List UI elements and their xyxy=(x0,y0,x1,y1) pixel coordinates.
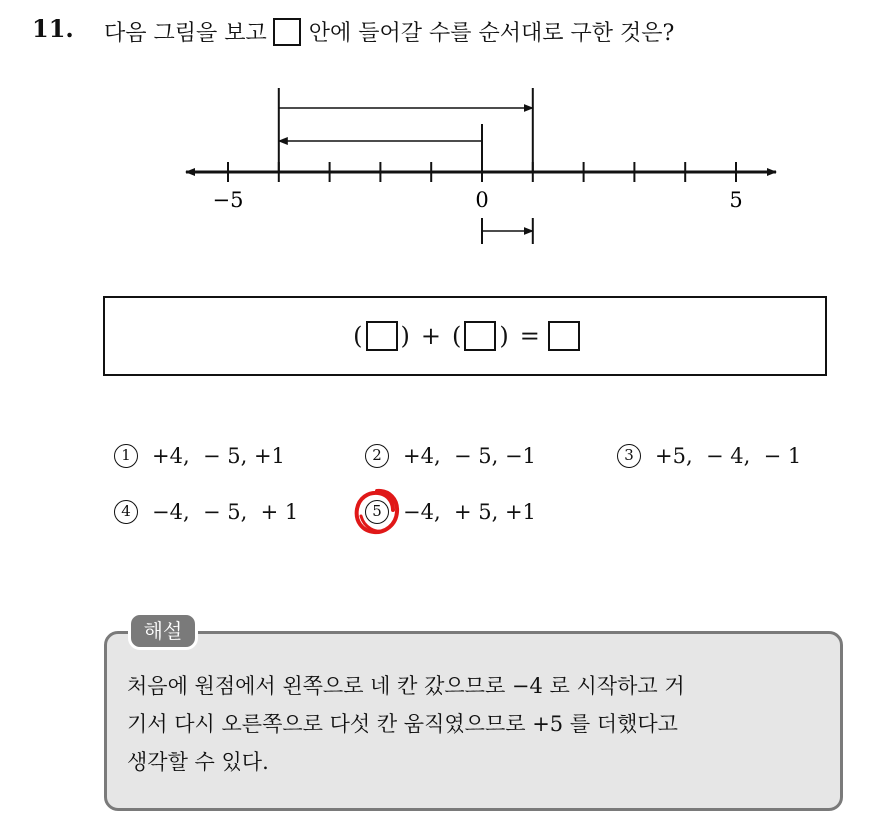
explanation-line-2: 기서 다시 오른쪽으로 다섯 칸 움직였으므로 +5 를 더했다고 xyxy=(127,712,678,736)
option-3-mark: 3 xyxy=(617,444,641,468)
option-3-text: +5, − 4, − 1 xyxy=(655,444,802,468)
option-2[interactable] xyxy=(365,444,536,468)
explanation-line-1: 처음에 원점에서 왼쪽으로 네 칸 갔으므로 −4 로 시작하고 거 xyxy=(127,674,685,698)
option-5-mark: 5 xyxy=(365,500,389,524)
number-line-label: 5 xyxy=(729,188,743,212)
option-3[interactable] xyxy=(617,444,801,468)
question-text-end: 안에 들어갈 수를 순서대로 구한 것은? xyxy=(308,21,675,46)
number-line-labels xyxy=(213,188,743,212)
option-1-text: +4, − 5, +1 xyxy=(152,444,285,468)
number-line-figure xyxy=(0,0,884,260)
option-5-text: −4, + 5, +1 xyxy=(403,500,536,524)
equation-close-paren-2: ) xyxy=(499,322,509,350)
answer-circle-icon xyxy=(351,486,403,538)
number-line-label: 0 xyxy=(475,188,489,212)
blank-box-3 xyxy=(548,321,580,351)
equation-open-paren-2: ( xyxy=(452,322,462,350)
equation-plus: + xyxy=(420,322,441,350)
question-number: 11. xyxy=(32,14,74,43)
question-text-start: 다음 그림을 보고 xyxy=(104,21,267,46)
number-line-label: −5 xyxy=(212,188,244,212)
equation-open-paren-1: ( xyxy=(353,322,363,350)
number-line-arrows xyxy=(279,88,533,244)
option-2-text: +4, − 5, −1 xyxy=(403,444,536,468)
option-1[interactable] xyxy=(114,444,285,468)
option-2-mark: 2 xyxy=(365,444,389,468)
option-4-mark: 4 xyxy=(114,500,138,524)
explanation-line-3: 생각할 수 있다. xyxy=(127,750,269,774)
equation-equals: = xyxy=(519,322,540,350)
option-4-text: −4, − 5, + 1 xyxy=(152,500,299,524)
equation-box xyxy=(103,296,827,376)
blank-box-2 xyxy=(464,321,496,351)
option-4[interactable] xyxy=(114,500,298,524)
explanation-tag: 해설 xyxy=(128,612,198,650)
equation-close-paren-1: ) xyxy=(400,322,410,350)
option-1-mark: 1 xyxy=(114,444,138,468)
blank-box-1 xyxy=(366,321,398,351)
